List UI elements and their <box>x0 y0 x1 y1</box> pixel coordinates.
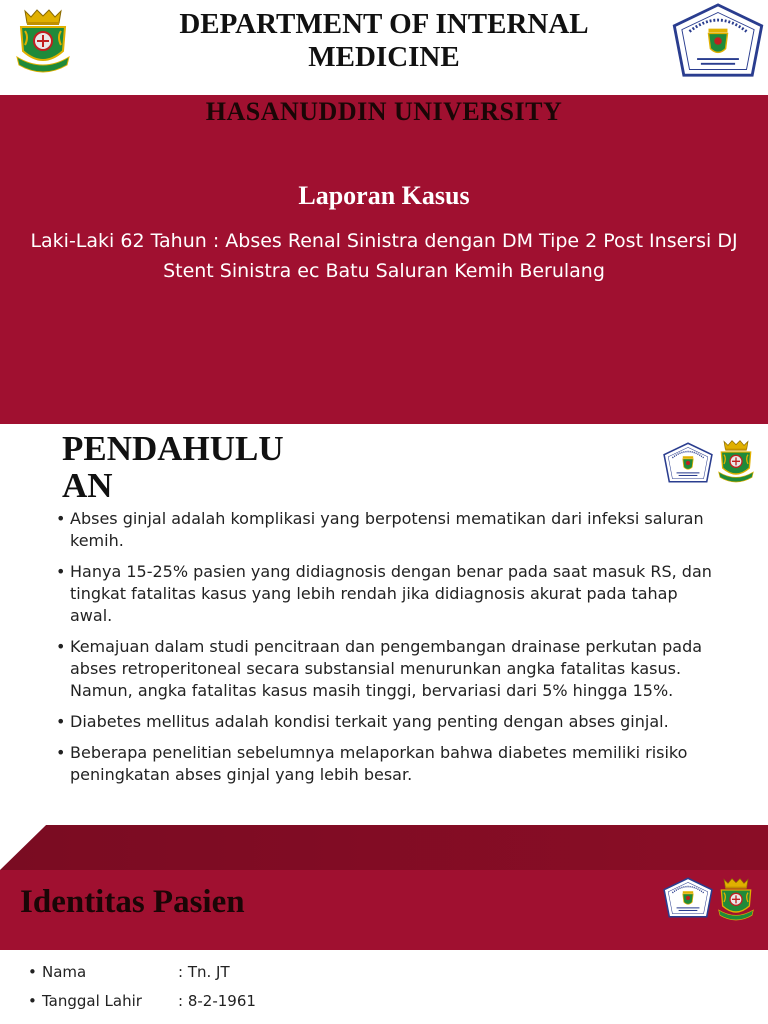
identity-row <box>28 992 728 1021</box>
introduction-slide <box>0 424 768 825</box>
department-badge-icon <box>662 874 714 922</box>
identity-list <box>28 963 728 1021</box>
bullet-list <box>56 508 716 795</box>
bullet-icon: • <box>56 743 66 762</box>
identity-value: : Tn. JT <box>178 963 230 981</box>
bullet-text: Hanya 15-25% pasien yang didiagnosis dengan benar pada saat masuk RS, dan tingkat fatalitas kasus yang lebih rendah jika didiagnosis akurat pada tahap awal. <box>70 562 712 625</box>
identity-label: Nama <box>42 963 87 981</box>
department-title: DEPARTMENT OF INTERNAL MEDICINE <box>179 8 589 73</box>
patient-identity-slide <box>0 825 768 1024</box>
bullet-icon: • <box>56 562 66 581</box>
slide-title: Identitas Pasien <box>20 884 245 920</box>
decorative-wedge <box>0 825 768 870</box>
title-slide <box>0 0 768 424</box>
list-item <box>56 636 716 702</box>
list-item <box>56 508 716 552</box>
report-type: Laporan Kasus <box>298 181 470 210</box>
identity-label: Tanggal Lahir <box>42 992 142 1010</box>
title-band <box>0 870 768 950</box>
title-slide-band <box>0 95 768 424</box>
section-heading <box>62 430 302 504</box>
list-item <box>56 561 716 627</box>
report-title: Laki-Laki 62 Tahun : Abses Renal Sinistra dengan DM Tipe 2 Post Insersi DJ Stent Sinistra ec Batu Saluran Kemih Berulang <box>30 230 738 282</box>
university-crest-icon <box>716 436 756 488</box>
heading-line-1: PENDAHULU <box>62 429 284 468</box>
department-badge-icon <box>662 440 714 486</box>
bullet-icon: • <box>28 992 37 1010</box>
identity-row <box>28 963 728 992</box>
university-crest-icon <box>716 874 756 926</box>
bullet-text: Abses ginjal adalah komplikasi yang berpotensi mematikan dari infeksi saluran kemih. <box>70 509 704 550</box>
bullet-text: Diabetes mellitus adalah kondisi terkait yang penting dengan abses ginjal. <box>70 712 669 731</box>
bullet-icon: • <box>56 637 66 656</box>
university-crest-icon <box>13 2 73 82</box>
list-item <box>56 711 716 733</box>
bullet-icon: • <box>56 712 66 731</box>
bullet-text: Beberapa penelitian sebelumnya melaporkan bahwa diabetes memiliki risiko peningkatan abses ginjal yang lebih besar. <box>70 743 688 784</box>
identity-value: : 8-2-1961 <box>178 992 256 1010</box>
university-name: HASANUDDIN UNIVERSITY <box>205 97 563 126</box>
bullet-icon: • <box>28 963 37 981</box>
title-slide-header <box>0 0 768 95</box>
list-item <box>56 742 716 786</box>
department-badge-icon <box>670 3 766 79</box>
bullet-text: Kemajuan dalam studi pencitraan dan pengembangan drainase perkutan pada abses retroperitoneal secara substansial menurunkan angka fatalitas kasus. Namun, angka fatalitas kasus masih tinggi, bervariasi dari 5% hingga 15%. <box>70 637 703 700</box>
heading-line-2: AN <box>62 466 113 505</box>
bullet-icon: • <box>56 509 66 528</box>
